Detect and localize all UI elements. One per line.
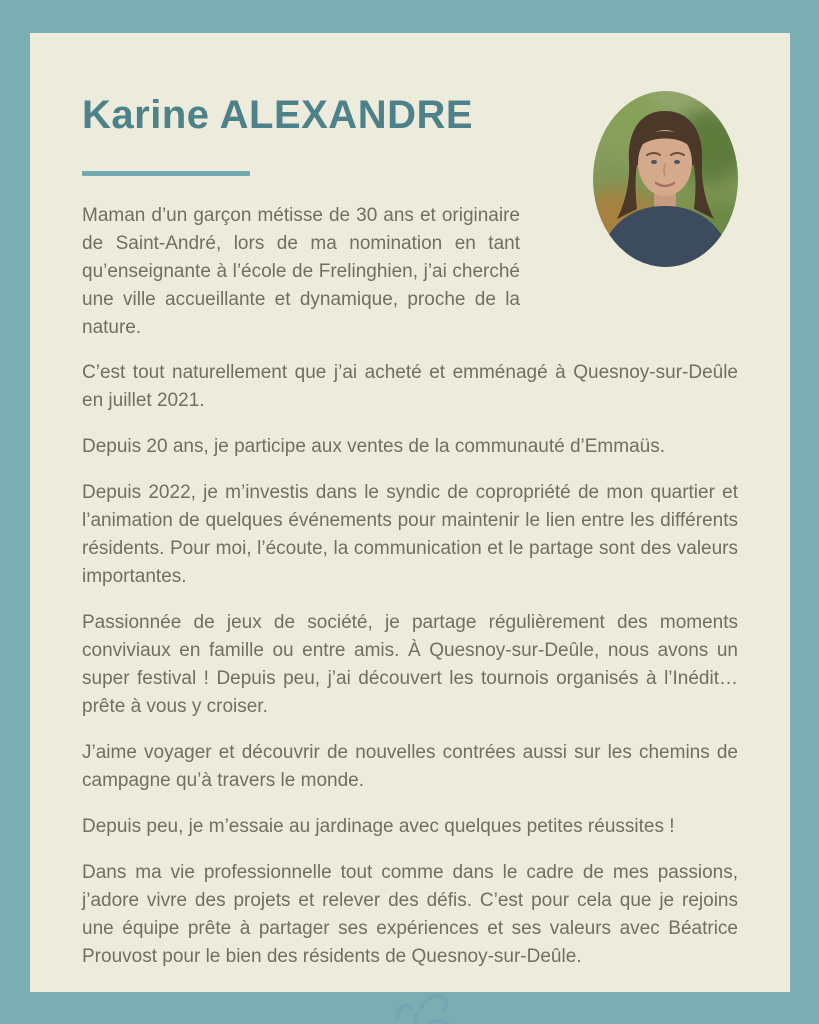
title-underline-rule — [82, 171, 250, 176]
bio-card — [30, 33, 790, 992]
bio-paragraph: J’aime voyager et découvrir de nouvelles contrées aussi sur les chemins de campagne qu’à travers le monde. — [82, 742, 738, 791]
bio-paragraph: Depuis 20 ans, je participe aux ventes de la communauté d’Emmaüs. — [82, 436, 665, 457]
bio-paragraph: C’est tout naturellement que j’ai acheté et emménagé à Quesnoy-sur-Deûle en juillet 2021. — [82, 362, 738, 411]
intro-column — [82, 93, 520, 342]
bio-paragraph: Dans ma vie professionnelle tout comme dans le cadre de mes passions, j’adore vivre des projets et relever des défis. C’est pour cela que je rejoins une équipe prête à partager ses expériences et ses valeurs avec Béatrice Prouvost pour le bien des résidents de Quesnoy-sur-Deûle. — [82, 862, 738, 967]
portrait-photo — [593, 91, 738, 267]
bio-paragraph: Passionnée de jeux de société, je partage régulièrement des moments conviviaux en famille ou entre amis. À Quesnoy-sur-Deûle, nous avons un super festival ! Depuis peu, j’ai découvert les tournois organisés à l’Inédit… prête à vous y croiser. — [82, 612, 738, 717]
page-title: Karine ALEXANDRE — [82, 93, 474, 137]
bio-paragraph-intro: Maman d’un garçon métisse de 30 ans et originaire de Saint-André, lors de ma nomination en tant qu’enseignante à l’école de Frelinghien, j’ai cherché une ville accueillante et dynamique, proche de la nature. — [82, 205, 520, 338]
bio-body — [82, 359, 738, 971]
portrait-image — [593, 91, 738, 267]
bio-paragraph: Depuis peu, je m’essaie au jardinage avec quelques petites réussites ! — [82, 816, 675, 837]
bio-paragraph: Depuis 2022, je m’investis dans le syndic de copropriété de mon quartier et l’animation de quelques événements pour maintenir le lien entre les différents résidents. Pour moi, l’écoute, la communication et le partage sont des valeurs importantes. — [82, 482, 738, 587]
header-row — [82, 93, 738, 342]
animal-sketch-icon — [362, 991, 458, 1024]
